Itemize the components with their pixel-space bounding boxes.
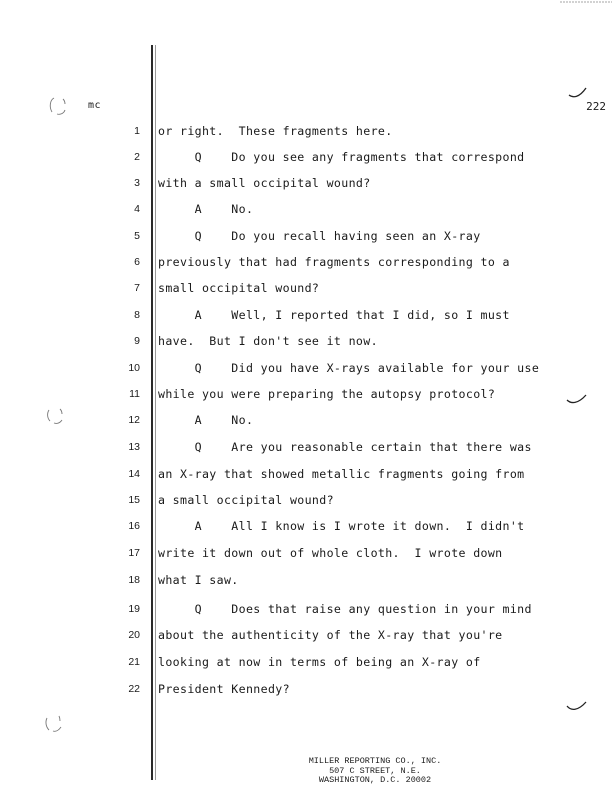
line-text: or right. These fragments here. bbox=[158, 124, 393, 138]
line-text: President Kennedy? bbox=[158, 682, 290, 696]
line-number: 4 bbox=[134, 203, 140, 215]
transcript-line bbox=[0, 151, 612, 177]
line-number: 20 bbox=[128, 629, 140, 641]
line-text: about the authenticity of the X-ray that you're bbox=[158, 628, 503, 642]
line-number: 14 bbox=[128, 468, 140, 480]
line-number: 15 bbox=[128, 494, 140, 506]
transcript-line bbox=[0, 362, 612, 388]
line-text: Q Do you see any fragments that correspond bbox=[158, 150, 525, 164]
line-number: 7 bbox=[134, 282, 140, 294]
line-number: 1 bbox=[134, 125, 140, 137]
footer-street: 507 C STREET, N.E. bbox=[329, 765, 421, 776]
transcript-line bbox=[0, 309, 612, 335]
transcript-line bbox=[0, 547, 612, 573]
line-text: Q Did you have X-rays available for your use bbox=[158, 361, 540, 375]
line-text: A Well, I reported that I did, so I must bbox=[158, 308, 510, 322]
footer-city: WASHINGTON, D.C. 20002 bbox=[318, 775, 432, 785]
line-text: A No. bbox=[158, 202, 254, 216]
transcript-line bbox=[0, 629, 612, 655]
transcript-line bbox=[0, 656, 612, 682]
line-text: A No. bbox=[158, 413, 254, 427]
line-number: 9 bbox=[134, 335, 140, 347]
line-text: an X-ray that showed metallic fragments going from bbox=[158, 467, 525, 481]
line-number: 22 bbox=[128, 683, 140, 695]
reporter-initials: mc bbox=[88, 100, 102, 111]
line-number: 21 bbox=[128, 656, 140, 668]
line-text: small occipital wound? bbox=[158, 281, 320, 295]
transcript-line bbox=[0, 683, 612, 709]
line-number: 8 bbox=[134, 309, 140, 321]
line-text: write it down out of whole cloth. I wrote down bbox=[158, 546, 503, 560]
line-number: 16 bbox=[128, 520, 140, 532]
transcript-line bbox=[0, 256, 612, 282]
transcript-line bbox=[0, 177, 612, 203]
punch-hole-mark bbox=[48, 95, 68, 117]
punch-hole-mark bbox=[42, 713, 64, 735]
transcript-line bbox=[0, 468, 612, 494]
line-number: 5 bbox=[134, 230, 140, 242]
line-number: 2 bbox=[134, 151, 140, 163]
line-text: looking at now in terms of being an X-ray of bbox=[158, 655, 481, 669]
scan-edge-mark bbox=[560, 0, 612, 4]
line-number: 13 bbox=[128, 441, 140, 453]
line-text: have. But I don't see it now. bbox=[158, 334, 378, 348]
transcript-line bbox=[0, 494, 612, 520]
transcript-line bbox=[0, 441, 612, 467]
line-text: a small occipital wound? bbox=[158, 493, 334, 507]
line-number: 6 bbox=[134, 256, 140, 268]
line-number: 11 bbox=[129, 388, 140, 400]
line-number: 17 bbox=[128, 547, 140, 559]
transcript-line bbox=[0, 414, 612, 440]
line-number: 18 bbox=[128, 574, 140, 586]
transcript-line bbox=[0, 203, 612, 229]
transcript-line bbox=[0, 520, 612, 546]
line-number: 3 bbox=[134, 177, 140, 189]
check-mark-icon bbox=[567, 86, 589, 100]
line-text: Q Do you recall having seen an X-ray bbox=[158, 229, 481, 243]
transcript-line bbox=[0, 125, 612, 151]
line-text: while you were preparing the autopsy protocol? bbox=[158, 387, 496, 401]
transcript-line bbox=[0, 335, 612, 361]
line-number: 12 bbox=[128, 414, 140, 426]
line-text: A All I know is I wrote it down. I didn't bbox=[158, 519, 525, 533]
transcript-line bbox=[0, 282, 612, 308]
transcript-line bbox=[0, 230, 612, 256]
transcript-line bbox=[0, 388, 612, 414]
footer-company: MILLER REPORTING CO., INC. bbox=[308, 756, 442, 766]
line-number: 19 bbox=[128, 603, 140, 615]
reporter-footer bbox=[280, 757, 470, 786]
line-text: Q Does that raise any question in your mind bbox=[158, 602, 532, 616]
line-text: previously that had fragments corresponding to a bbox=[158, 255, 510, 269]
transcript-line bbox=[0, 574, 612, 600]
line-text: with a small occipital wound? bbox=[158, 176, 371, 190]
line-number: 10 bbox=[128, 362, 140, 374]
page-number: 222 bbox=[586, 100, 606, 113]
line-text: what I saw. bbox=[158, 573, 239, 587]
line-text: Q Are you reasonable certain that there was bbox=[158, 440, 532, 454]
transcript-line bbox=[0, 603, 612, 629]
